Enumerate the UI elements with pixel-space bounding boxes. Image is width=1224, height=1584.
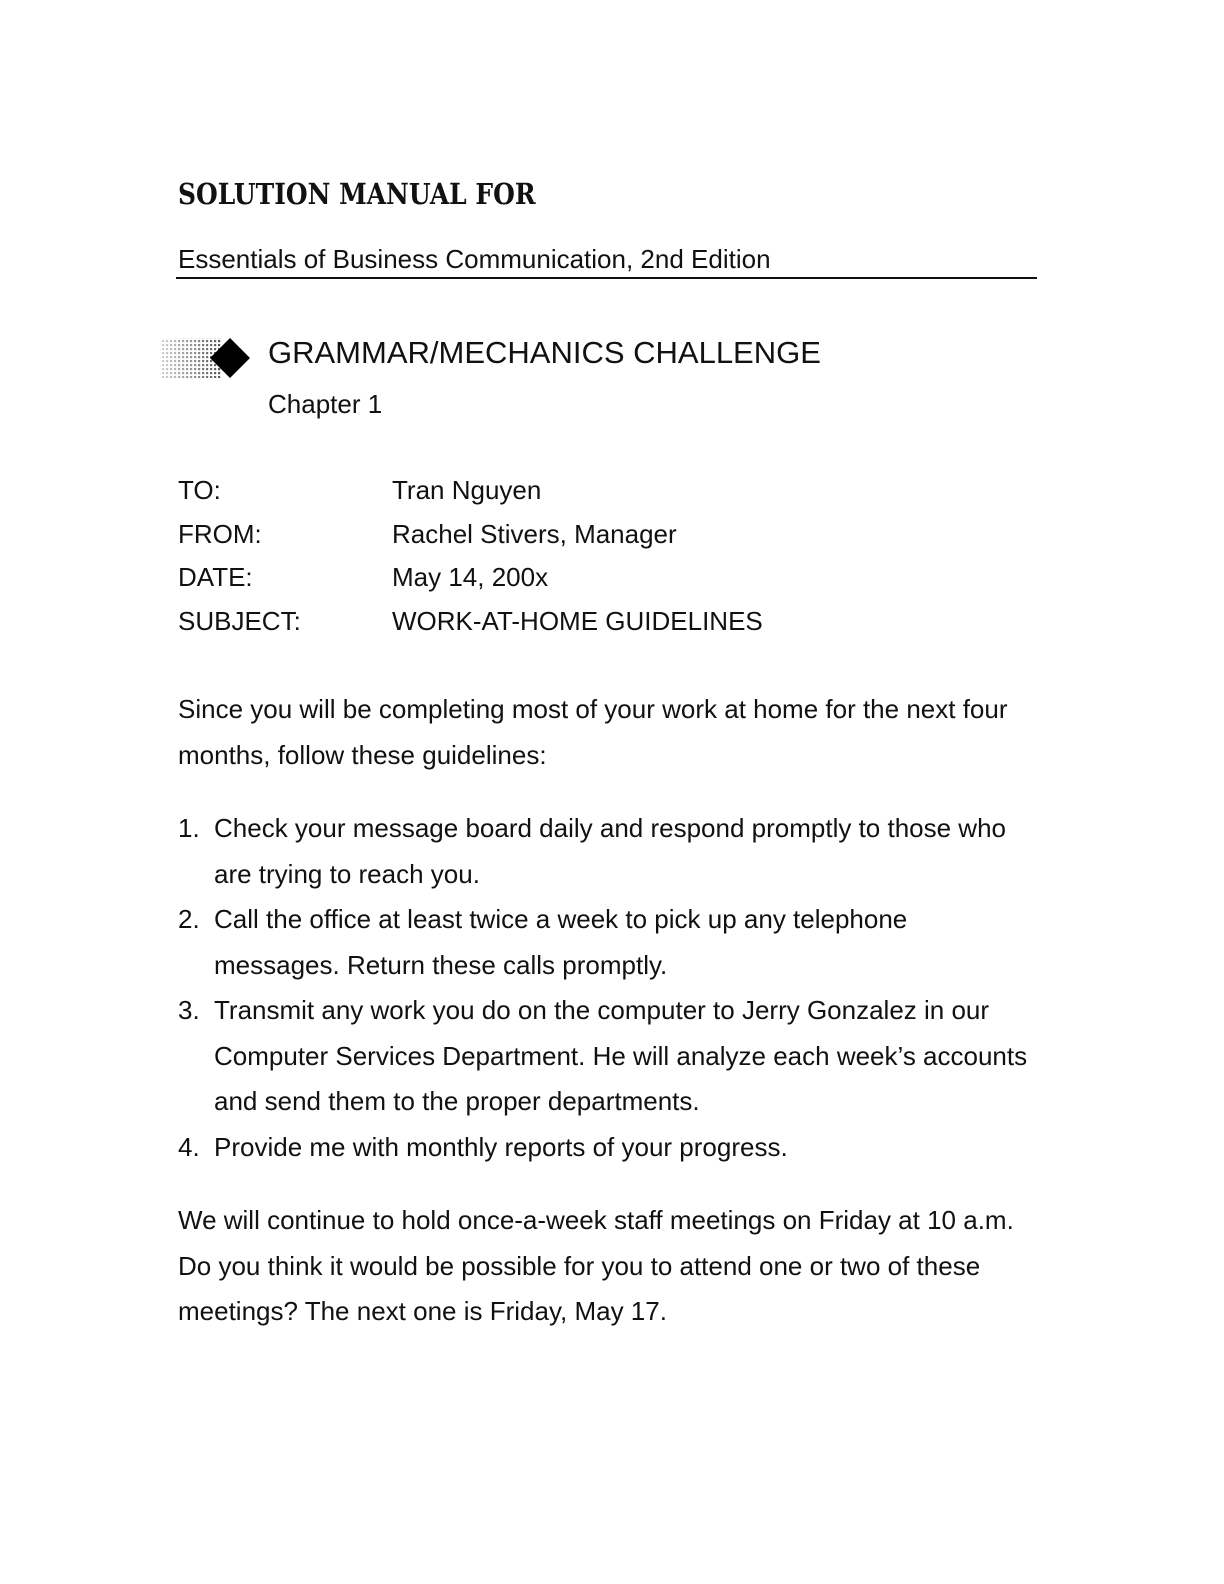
chapter-label: Chapter 1 <box>268 389 383 419</box>
list-item-text: Transmit any work you do on the computer to Jerry Gonzalez in our Computer Services Department. He will analyze each week’s accounts and send them to the proper departments. <box>214 995 1028 1116</box>
list-item <box>178 806 1038 897</box>
section-title: GRAMMAR/MECHANICS CHALLENGE <box>268 335 821 370</box>
list-item-number: 1. <box>178 813 200 843</box>
memo-from-row <box>178 516 763 560</box>
list-item-number: 4. <box>178 1131 200 1162</box>
memo-subject-label: SUBJECT: <box>178 606 301 637</box>
list-item <box>178 988 1038 1125</box>
memo-date-value: May 14, 200x <box>392 562 549 593</box>
memo-date-row <box>178 559 763 603</box>
memo-subject-row <box>178 603 763 647</box>
memo-to-value: Tran Nguyen <box>392 475 542 505</box>
book-title: Essentials of Business Communication, 2nd Edition <box>178 244 771 274</box>
memo-to-row <box>178 472 763 516</box>
memo-date-label: DATE: <box>178 562 253 593</box>
title-divider <box>176 277 1037 279</box>
memo-from-value: Rachel Stivers, Manager <box>392 518 677 549</box>
memo-subject-value: WORK-AT-HOME GUIDELINES <box>392 606 763 637</box>
memo-to-label: TO: <box>178 475 221 505</box>
diamond-bullet-icon <box>158 336 254 382</box>
list-item-number: 2. <box>178 904 200 934</box>
list-item-text: Check your message board daily and respond promptly to those who are trying to reach you. <box>214 813 1006 889</box>
intro-paragraph: Since you will be completing most of your work at home for the next four months, follow these guidelines: <box>178 694 1008 770</box>
list-item-text: Provide me with monthly reports of your progress. <box>214 1131 788 1162</box>
list-item-number: 3. <box>178 995 200 1025</box>
guidelines-list <box>178 806 1038 1170</box>
list-item <box>178 1125 1038 1171</box>
memo-header <box>178 472 763 647</box>
closing-paragraph: We will continue to hold once-a-week staff meetings on Friday at 10 a.m. Do you think it would be possible for you to attend one or two of these meetings? The next one is Friday, May 17. <box>178 1205 1014 1326</box>
page-heading: SOLUTION MANUAL FOR <box>178 177 536 211</box>
list-item-text: Call the office at least twice a week to pick up any telephone messages. Return these calls promptly. <box>214 904 908 980</box>
memo-from-label: FROM: <box>178 518 262 549</box>
list-item <box>178 897 1038 988</box>
